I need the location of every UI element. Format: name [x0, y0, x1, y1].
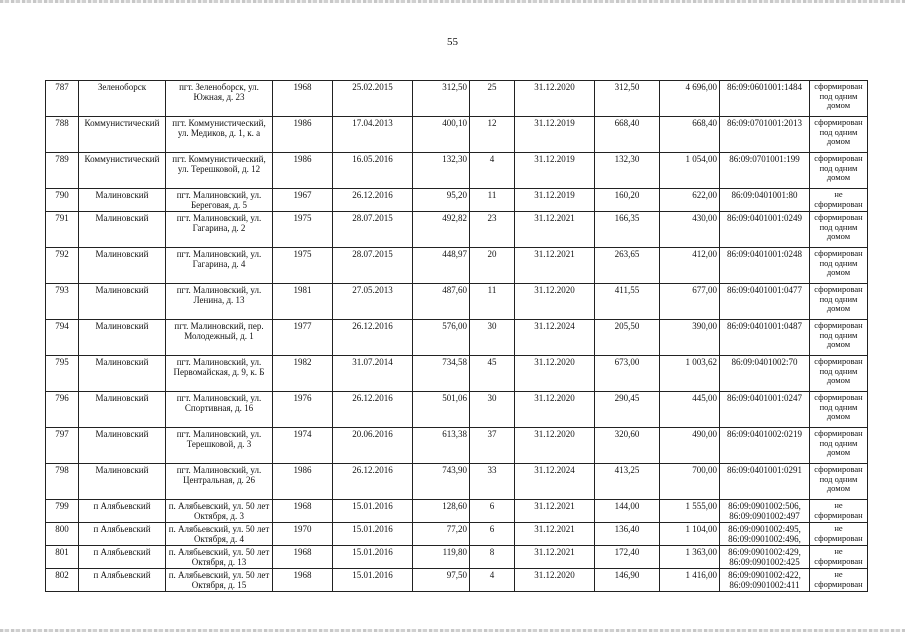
build-year-cell: 1967	[273, 189, 333, 212]
recognition-date-cell: 26.12.2016	[333, 320, 413, 356]
area-cell: 132,30	[413, 153, 470, 189]
deadline-cell: 31.12.2024	[515, 320, 595, 356]
land-status-cell: сформирован под одним домом	[810, 392, 868, 428]
deadline-cell: 31.12.2020	[515, 569, 595, 592]
record-number-cell: 793	[46, 284, 79, 320]
build-year-cell: 1970	[273, 523, 333, 546]
land-area-cell: 622,00	[660, 189, 720, 212]
address-cell: пгт. Малиновский, ул. Береговая, д. 5	[166, 189, 273, 212]
land-status-cell: сформирован под одним домом	[810, 356, 868, 392]
residents-cell: 30	[470, 320, 515, 356]
settlement-cell: п Алябьевский	[79, 569, 166, 592]
residents-cell: 6	[470, 523, 515, 546]
build-year-cell: 1986	[273, 464, 333, 500]
record-number-cell: 788	[46, 117, 79, 153]
resettle-area-cell: 172,40	[595, 546, 660, 569]
recognition-date-cell: 28.07.2015	[333, 248, 413, 284]
land-status-cell: сформирован под одним домом	[810, 212, 868, 248]
land-area-cell: 412,00	[660, 248, 720, 284]
land-area-cell: 668,40	[660, 117, 720, 153]
address-cell: пгт. Зеленоборск, ул. Южная, д. 23	[166, 81, 273, 117]
residents-cell: 4	[470, 153, 515, 189]
table-row	[46, 392, 868, 428]
land-area-cell: 1 104,00	[660, 523, 720, 546]
table-row	[46, 153, 868, 189]
cadastral-number-cell: 86:09:0901002:422, 86:09:0901002:411	[720, 569, 810, 592]
residents-cell: 37	[470, 428, 515, 464]
record-number-cell: 802	[46, 569, 79, 592]
deadline-cell: 31.12.2020	[515, 356, 595, 392]
deadline-cell: 31.12.2019	[515, 153, 595, 189]
recognition-date-cell: 27.05.2013	[333, 284, 413, 320]
cadastral-number-cell: 86:09:0701001:2013	[720, 117, 810, 153]
residents-cell: 45	[470, 356, 515, 392]
residents-cell: 23	[470, 212, 515, 248]
table-row	[46, 189, 868, 212]
land-area-cell: 677,00	[660, 284, 720, 320]
area-cell: 576,00	[413, 320, 470, 356]
cadastral-number-cell: 86:09:0401001:0247	[720, 392, 810, 428]
registry-table	[45, 80, 868, 592]
record-number-cell: 799	[46, 500, 79, 523]
build-year-cell: 1975	[273, 248, 333, 284]
table-row	[46, 546, 868, 569]
table-row	[46, 248, 868, 284]
land-area-cell: 445,00	[660, 392, 720, 428]
settlement-cell: Коммунистический	[79, 117, 166, 153]
land-status-cell: не сформирован	[810, 546, 868, 569]
scan-edge-top	[0, 0, 905, 3]
residents-cell: 33	[470, 464, 515, 500]
cadastral-number-cell: 86:09:0401002:70	[720, 356, 810, 392]
deadline-cell: 31.12.2021	[515, 500, 595, 523]
settlement-cell: Малиновский	[79, 464, 166, 500]
cadastral-number-cell: 86:09:0901002:495, 86:09:0901002:496,	[720, 523, 810, 546]
address-cell: п. Алябьевский, ул. 50 лет Октября, д. 13	[166, 546, 273, 569]
settlement-cell: Малиновский	[79, 428, 166, 464]
record-number-cell: 794	[46, 320, 79, 356]
recognition-date-cell: 26.12.2016	[333, 464, 413, 500]
land-status-cell: не сформирован	[810, 523, 868, 546]
settlement-cell: Коммунистический	[79, 153, 166, 189]
record-number-cell: 795	[46, 356, 79, 392]
settlement-cell: Малиновский	[79, 356, 166, 392]
record-number-cell: 791	[46, 212, 79, 248]
resettle-area-cell: 146,90	[595, 569, 660, 592]
build-year-cell: 1968	[273, 81, 333, 117]
settlement-cell: Малиновский	[79, 284, 166, 320]
deadline-cell: 31.12.2019	[515, 117, 595, 153]
table-row	[46, 284, 868, 320]
record-number-cell: 790	[46, 189, 79, 212]
land-area-cell: 1 555,00	[660, 500, 720, 523]
resettle-area-cell: 160,20	[595, 189, 660, 212]
land-area-cell: 390,00	[660, 320, 720, 356]
cadastral-number-cell: 86:09:0401001:0249	[720, 212, 810, 248]
build-year-cell: 1976	[273, 392, 333, 428]
deadline-cell: 31.12.2021	[515, 523, 595, 546]
area-cell: 77,20	[413, 523, 470, 546]
residents-cell: 25	[470, 81, 515, 117]
table-row	[46, 117, 868, 153]
build-year-cell: 1975	[273, 212, 333, 248]
address-cell: п. Алябьевский, ул. 50 лет Октября, д. 15	[166, 569, 273, 592]
resettle-area-cell: 312,50	[595, 81, 660, 117]
recognition-date-cell: 26.12.2016	[333, 189, 413, 212]
build-year-cell: 1981	[273, 284, 333, 320]
cadastral-number-cell: 86:09:0401001:0487	[720, 320, 810, 356]
residents-cell: 11	[470, 189, 515, 212]
deadline-cell: 31.12.2020	[515, 428, 595, 464]
area-cell: 119,80	[413, 546, 470, 569]
address-cell: пгт. Малиновский, ул. Терешковой, д. 3	[166, 428, 273, 464]
recognition-date-cell: 15.01.2016	[333, 569, 413, 592]
land-status-cell: сформирован под одним домом	[810, 320, 868, 356]
deadline-cell: 31.12.2021	[515, 212, 595, 248]
residents-cell: 4	[470, 569, 515, 592]
area-cell: 487,60	[413, 284, 470, 320]
area-cell: 743,90	[413, 464, 470, 500]
area-cell: 501,06	[413, 392, 470, 428]
build-year-cell: 1982	[273, 356, 333, 392]
residents-cell: 12	[470, 117, 515, 153]
cadastral-number-cell: 86:09:0401001:0291	[720, 464, 810, 500]
record-number-cell: 797	[46, 428, 79, 464]
settlement-cell: Малиновский	[79, 212, 166, 248]
area-cell: 128,60	[413, 500, 470, 523]
cadastral-number-cell: 86:09:0901002:429, 86:09:0901002:425	[720, 546, 810, 569]
land-area-cell: 1 416,00	[660, 569, 720, 592]
land-status-cell: сформирован под одним домом	[810, 464, 868, 500]
deadline-cell: 31.12.2024	[515, 464, 595, 500]
record-number-cell: 796	[46, 392, 79, 428]
resettle-area-cell: 290,45	[595, 392, 660, 428]
deadline-cell: 31.12.2021	[515, 546, 595, 569]
settlement-cell: Малиновский	[79, 189, 166, 212]
address-cell: п. Алябьевский, ул. 50 лет Октября, д. 4	[166, 523, 273, 546]
build-year-cell: 1968	[273, 500, 333, 523]
settlement-cell: п Алябьевский	[79, 500, 166, 523]
build-year-cell: 1986	[273, 153, 333, 189]
address-cell: п. Алябьевский, ул. 50 лет Октября, д. 3	[166, 500, 273, 523]
residents-cell: 20	[470, 248, 515, 284]
recognition-date-cell: 15.01.2016	[333, 523, 413, 546]
settlement-cell: Малиновский	[79, 392, 166, 428]
recognition-date-cell: 15.01.2016	[333, 546, 413, 569]
land-status-cell: не сформирован	[810, 500, 868, 523]
table-row	[46, 523, 868, 546]
table-row	[46, 464, 868, 500]
resettle-area-cell: 132,30	[595, 153, 660, 189]
record-number-cell: 789	[46, 153, 79, 189]
recognition-date-cell: 16.05.2016	[333, 153, 413, 189]
area-cell: 448,97	[413, 248, 470, 284]
page-number: 55	[447, 36, 458, 48]
land-status-cell: сформирован под одним домом	[810, 428, 868, 464]
table-row	[46, 500, 868, 523]
table-body	[46, 81, 868, 592]
address-cell: пгт. Малиновский, ул. Центральная, д. 26	[166, 464, 273, 500]
land-status-cell: сформирован под одним домом	[810, 248, 868, 284]
land-area-cell: 490,00	[660, 428, 720, 464]
build-year-cell: 1977	[273, 320, 333, 356]
land-status-cell: не сформирован	[810, 189, 868, 212]
recognition-date-cell: 17.04.2013	[333, 117, 413, 153]
recognition-date-cell: 25.02.2015	[333, 81, 413, 117]
table-row	[46, 428, 868, 464]
address-cell: пгт. Малиновский, ул. Гагарина, д. 2	[166, 212, 273, 248]
cadastral-number-cell: 86:09:0601001:1484	[720, 81, 810, 117]
land-status-cell: не сформирован	[810, 569, 868, 592]
cadastral-number-cell: 86:09:0701001:199	[720, 153, 810, 189]
table-row	[46, 320, 868, 356]
cadastral-number-cell: 86:09:0401001:0248	[720, 248, 810, 284]
resettle-area-cell: 136,40	[595, 523, 660, 546]
deadline-cell: 31.12.2020	[515, 284, 595, 320]
area-cell: 312,50	[413, 81, 470, 117]
recognition-date-cell: 28.07.2015	[333, 212, 413, 248]
land-area-cell: 430,00	[660, 212, 720, 248]
build-year-cell: 1974	[273, 428, 333, 464]
settlement-cell: Малиновский	[79, 320, 166, 356]
resettle-area-cell: 166,35	[595, 212, 660, 248]
residents-cell: 6	[470, 500, 515, 523]
record-number-cell: 787	[46, 81, 79, 117]
address-cell: пгт. Малиновский, ул. Спортивная, д. 16	[166, 392, 273, 428]
cadastral-number-cell: 86:09:0401002:0219	[720, 428, 810, 464]
area-cell: 97,50	[413, 569, 470, 592]
record-number-cell: 801	[46, 546, 79, 569]
recognition-date-cell: 15.01.2016	[333, 500, 413, 523]
land-area-cell: 4 696,00	[660, 81, 720, 117]
table-row	[46, 81, 868, 117]
land-area-cell: 1 363,00	[660, 546, 720, 569]
deadline-cell: 31.12.2020	[515, 392, 595, 428]
address-cell: пгт. Коммунистический, ул. Медиков, д. 1, к. а	[166, 117, 273, 153]
area-cell: 400,10	[413, 117, 470, 153]
resettle-area-cell: 411,55	[595, 284, 660, 320]
residents-cell: 8	[470, 546, 515, 569]
land-status-cell: сформирован под одним домом	[810, 284, 868, 320]
build-year-cell: 1968	[273, 569, 333, 592]
table-row	[46, 356, 868, 392]
settlement-cell: п Алябьевский	[79, 523, 166, 546]
address-cell: пгт. Малиновский, пер. Молодежный, д. 1	[166, 320, 273, 356]
resettle-area-cell: 263,65	[595, 248, 660, 284]
cadastral-number-cell: 86:09:0401001:80	[720, 189, 810, 212]
area-cell: 95,20	[413, 189, 470, 212]
resettle-area-cell: 144,00	[595, 500, 660, 523]
land-status-cell: сформирован под одним домом	[810, 117, 868, 153]
resettle-area-cell: 320,60	[595, 428, 660, 464]
land-status-cell: сформирован под одним домом	[810, 153, 868, 189]
address-cell: пгт. Малиновский, ул. Первомайская, д. 9, к. Б	[166, 356, 273, 392]
deadline-cell: 31.12.2021	[515, 248, 595, 284]
build-year-cell: 1968	[273, 546, 333, 569]
table-row	[46, 569, 868, 592]
table-row	[46, 212, 868, 248]
cadastral-number-cell: 86:09:0401001:0477	[720, 284, 810, 320]
area-cell: 492,82	[413, 212, 470, 248]
build-year-cell: 1986	[273, 117, 333, 153]
resettle-area-cell: 413,25	[595, 464, 660, 500]
recognition-date-cell: 20.06.2016	[333, 428, 413, 464]
resettle-area-cell: 205,50	[595, 320, 660, 356]
record-number-cell: 792	[46, 248, 79, 284]
area-cell: 734,58	[413, 356, 470, 392]
land-area-cell: 1 003,62	[660, 356, 720, 392]
area-cell: 613,38	[413, 428, 470, 464]
land-area-cell: 700,00	[660, 464, 720, 500]
address-cell: пгт. Малиновский, ул. Ленина, д. 13	[166, 284, 273, 320]
address-cell: пгт. Коммунистический, ул. Терешковой, д. 12	[166, 153, 273, 189]
recognition-date-cell: 26.12.2016	[333, 392, 413, 428]
resettle-area-cell: 673,00	[595, 356, 660, 392]
record-number-cell: 800	[46, 523, 79, 546]
scan-edge-bottom	[0, 629, 905, 632]
resettle-area-cell: 668,40	[595, 117, 660, 153]
settlement-cell: п Алябьевский	[79, 546, 166, 569]
settlement-cell: Малиновский	[79, 248, 166, 284]
settlement-cell: Зеленоборск	[79, 81, 166, 117]
deadline-cell: 31.12.2020	[515, 81, 595, 117]
land-area-cell: 1 054,00	[660, 153, 720, 189]
cadastral-number-cell: 86:09:0901002:506, 86:09:0901002:497	[720, 500, 810, 523]
land-status-cell: сформирован под одним домом	[810, 81, 868, 117]
deadline-cell: 31.12.2019	[515, 189, 595, 212]
record-number-cell: 798	[46, 464, 79, 500]
address-cell: пгт. Малиновский, ул. Гагарина, д. 4	[166, 248, 273, 284]
recognition-date-cell: 31.07.2014	[333, 356, 413, 392]
residents-cell: 11	[470, 284, 515, 320]
residents-cell: 30	[470, 392, 515, 428]
